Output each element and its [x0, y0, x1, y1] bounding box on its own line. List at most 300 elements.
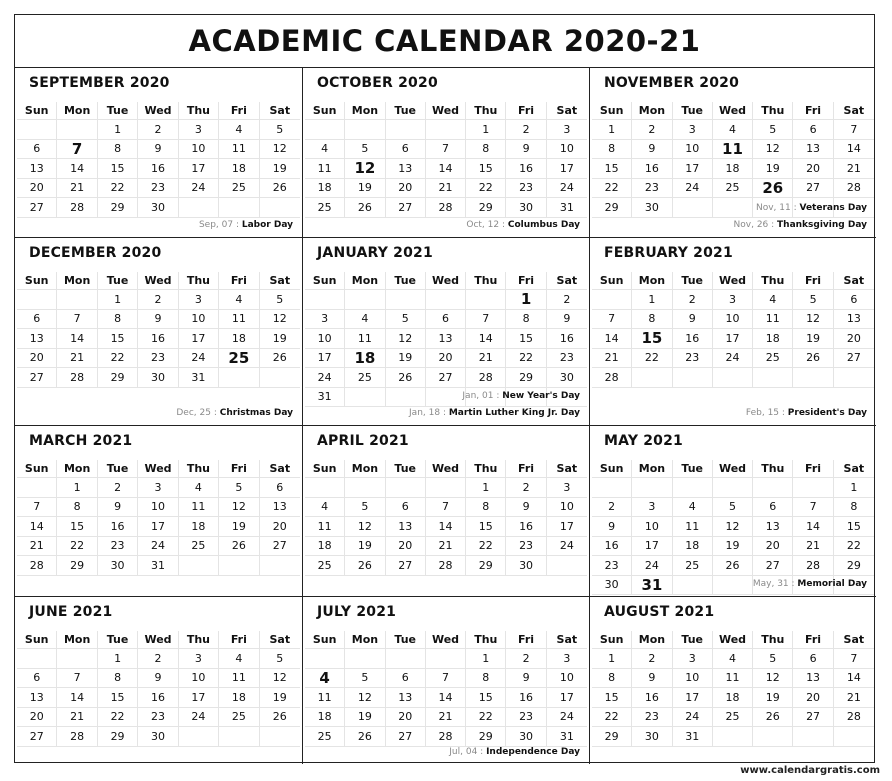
day-cell: 7	[793, 498, 833, 518]
day-cell: 29	[98, 727, 138, 747]
holiday-date-cell: 31	[632, 576, 672, 596]
month-block	[15, 68, 303, 238]
day-cell: 15	[466, 517, 506, 537]
holiday-date-cell: 11	[713, 140, 753, 160]
day-cell: 11	[305, 688, 345, 708]
holiday-name: Memorial Day	[797, 579, 867, 589]
day-cell: 22	[98, 708, 138, 728]
weekday-label: Wed	[138, 631, 178, 649]
weekday-label: Fri	[506, 102, 546, 120]
day-cell: 23	[138, 349, 178, 369]
week-row	[305, 498, 587, 518]
day-cell: 14	[466, 329, 506, 349]
day-cell: 23	[98, 537, 138, 557]
day-cell: 21	[57, 349, 97, 369]
day-cell: 1	[592, 120, 632, 140]
day-cell: 5	[753, 120, 793, 140]
day-cell: 22	[592, 179, 632, 199]
week-row	[305, 368, 587, 388]
day-cell: 22	[98, 349, 138, 369]
day-cell: 30	[138, 368, 178, 388]
week-row	[592, 478, 874, 498]
day-cell: 3	[305, 310, 345, 330]
day-cell: 31	[179, 368, 219, 388]
day-grid	[305, 272, 587, 407]
day-cell: 1	[632, 290, 672, 310]
weekday-header-row	[17, 631, 300, 649]
day-cell	[713, 727, 753, 747]
day-cell: 16	[138, 159, 178, 179]
week-row	[305, 349, 587, 369]
holiday-note	[409, 405, 580, 422]
day-cell: 10	[632, 517, 672, 537]
day-cell: 27	[17, 727, 57, 747]
day-cell: 3	[547, 649, 587, 669]
holiday-date: Jan, 01 :	[462, 391, 503, 401]
day-cell: 19	[260, 329, 300, 349]
day-cell: 10	[713, 310, 753, 330]
day-cell: 28	[834, 708, 874, 728]
weekday-label: Sat	[260, 460, 300, 478]
weekday-label: Thu	[753, 631, 793, 649]
day-cell: 26	[793, 349, 833, 369]
day-cell: 23	[592, 556, 632, 576]
day-cell: 15	[592, 688, 632, 708]
day-cell: 13	[793, 140, 833, 160]
weekday-label: Wed	[138, 272, 178, 290]
day-cell	[260, 368, 300, 388]
day-cell	[386, 120, 426, 140]
weekday-label: Wed	[713, 102, 753, 120]
weekday-label: Wed	[713, 272, 753, 290]
day-cell	[305, 290, 345, 310]
day-cell	[426, 478, 466, 498]
day-cell: 11	[219, 310, 259, 330]
week-row	[17, 498, 300, 518]
day-cell: 6	[17, 669, 57, 689]
week-row	[17, 727, 300, 747]
week-row	[592, 556, 874, 576]
day-cell: 17	[547, 159, 587, 179]
weekday-label: Sat	[547, 102, 587, 120]
day-cell: 25	[713, 179, 753, 199]
holiday-notes	[176, 405, 293, 422]
week-row	[17, 368, 300, 388]
day-cell: 10	[547, 498, 587, 518]
holiday-note	[734, 200, 867, 217]
day-cell: 23	[138, 179, 178, 199]
weekday-header-row	[17, 460, 300, 478]
day-cell: 27	[386, 198, 426, 218]
day-cell: 4	[179, 478, 219, 498]
day-cell: 20	[426, 349, 466, 369]
day-cell: 31	[305, 388, 345, 408]
day-cell: 9	[632, 669, 672, 689]
day-cell: 13	[17, 688, 57, 708]
day-cell: 23	[138, 708, 178, 728]
day-cell: 18	[305, 537, 345, 557]
weekday-label: Sat	[260, 631, 300, 649]
day-cell	[345, 388, 385, 408]
day-cell: 16	[138, 329, 178, 349]
weekday-label: Mon	[632, 102, 672, 120]
month-block	[303, 238, 590, 426]
day-cell: 20	[793, 159, 833, 179]
day-cell: 10	[547, 669, 587, 689]
day-cell: 15	[98, 688, 138, 708]
weekday-label: Tue	[98, 102, 138, 120]
holiday-date-cell: 25	[219, 349, 259, 369]
holiday-note	[199, 217, 293, 234]
day-cell: 10	[138, 498, 178, 518]
weekday-label: Thu	[179, 272, 219, 290]
day-cell: 12	[386, 329, 426, 349]
day-cell: 13	[386, 688, 426, 708]
day-cell	[17, 290, 57, 310]
weekday-label: Mon	[57, 102, 97, 120]
month-block	[303, 68, 590, 238]
day-cell: 19	[386, 349, 426, 369]
month-name: JULY 2021	[317, 604, 397, 620]
holiday-name: Thanksgiving Day	[777, 220, 867, 230]
weekday-label: Tue	[386, 460, 426, 478]
day-cell: 2	[138, 290, 178, 310]
day-cell: 1	[98, 120, 138, 140]
day-cell: 6	[260, 478, 300, 498]
day-cell: 16	[673, 329, 713, 349]
day-cell: 22	[592, 708, 632, 728]
holiday-notes	[409, 388, 580, 422]
day-cell: 27	[793, 179, 833, 199]
day-cell: 11	[305, 159, 345, 179]
weekday-label: Sun	[17, 460, 57, 478]
day-cell: 21	[466, 349, 506, 369]
day-cell: 9	[138, 140, 178, 160]
day-cell: 28	[57, 727, 97, 747]
day-cell	[547, 556, 587, 576]
day-cell: 19	[345, 708, 385, 728]
day-cell: 25	[219, 179, 259, 199]
day-cell: 4	[219, 120, 259, 140]
week-row	[17, 329, 300, 349]
day-cell: 14	[17, 517, 57, 537]
day-cell: 8	[98, 669, 138, 689]
weekday-label: Thu	[753, 272, 793, 290]
holiday-date-cell: 18	[345, 349, 385, 369]
week-row	[17, 140, 300, 160]
weekday-label: Sun	[305, 272, 345, 290]
day-cell: 20	[386, 179, 426, 199]
week-row	[592, 537, 874, 557]
month-name: NOVEMBER 2020	[604, 75, 740, 91]
weekday-label: Mon	[632, 460, 672, 478]
day-cell: 11	[673, 517, 713, 537]
day-cell: 18	[305, 179, 345, 199]
day-cell	[345, 649, 385, 669]
day-cell: 24	[179, 708, 219, 728]
day-cell: 18	[673, 537, 713, 557]
week-row	[305, 198, 587, 218]
month-name: AUGUST 2021	[604, 604, 715, 620]
footer-url[interactable]: www.calendargratis.com	[740, 765, 880, 776]
day-cell: 4	[713, 120, 753, 140]
day-cell	[466, 290, 506, 310]
week-row	[305, 140, 587, 160]
month-name: APRIL 2021	[317, 433, 409, 449]
weekday-header-row	[305, 460, 587, 478]
day-cell: 25	[305, 556, 345, 576]
day-cell: 28	[57, 198, 97, 218]
day-cell: 8	[98, 310, 138, 330]
weekday-label: Mon	[632, 631, 672, 649]
day-cell: 29	[592, 727, 632, 747]
holiday-date: Jan, 18 :	[409, 408, 449, 418]
month-name: MAY 2021	[604, 433, 684, 449]
day-cell: 13	[426, 329, 466, 349]
weekday-label: Fri	[793, 102, 833, 120]
day-cell: 10	[673, 669, 713, 689]
weekday-label: Thu	[466, 460, 506, 478]
day-grid	[17, 272, 300, 388]
day-cell: 18	[219, 159, 259, 179]
day-cell	[834, 727, 874, 747]
day-cell: 6	[386, 498, 426, 518]
holiday-name: Christmas Day	[219, 408, 293, 418]
day-cell: 21	[834, 688, 874, 708]
weekday-label: Mon	[345, 631, 385, 649]
day-cell: 6	[834, 290, 874, 310]
page-title: ACADEMIC CALENDAR 2020-21	[188, 24, 701, 58]
day-cell: 6	[386, 669, 426, 689]
day-cell: 14	[793, 517, 833, 537]
week-row	[592, 517, 874, 537]
day-cell: 8	[592, 140, 632, 160]
day-cell	[592, 290, 632, 310]
day-cell: 22	[466, 537, 506, 557]
day-cell: 19	[260, 159, 300, 179]
day-cell: 22	[632, 349, 672, 369]
weekday-label: Fri	[506, 631, 546, 649]
day-cell	[386, 478, 426, 498]
day-cell: 3	[138, 478, 178, 498]
weekday-label: Tue	[98, 460, 138, 478]
day-cell: 19	[713, 537, 753, 557]
day-cell: 10	[179, 310, 219, 330]
day-cell: 8	[466, 669, 506, 689]
week-row	[592, 349, 874, 369]
day-cell: 8	[834, 498, 874, 518]
day-cell: 16	[506, 688, 546, 708]
day-cell: 23	[632, 708, 672, 728]
day-cell	[713, 368, 753, 388]
day-cell: 3	[179, 120, 219, 140]
day-cell	[57, 290, 97, 310]
day-cell: 12	[793, 310, 833, 330]
holiday-note	[746, 405, 867, 422]
day-cell: 21	[426, 179, 466, 199]
week-row	[305, 120, 587, 140]
day-cell: 13	[753, 517, 793, 537]
day-cell: 5	[219, 478, 259, 498]
day-cell: 20	[260, 517, 300, 537]
day-cell: 18	[305, 708, 345, 728]
weekday-label: Tue	[98, 631, 138, 649]
day-cell: 30	[632, 727, 672, 747]
weekday-label: Thu	[179, 631, 219, 649]
day-cell: 9	[506, 140, 546, 160]
week-row	[592, 649, 874, 669]
holiday-name: Martin Luther King Jr. Day	[448, 408, 580, 418]
weekday-label: Mon	[632, 272, 672, 290]
day-cell: 22	[98, 179, 138, 199]
week-row	[17, 310, 300, 330]
day-cell: 17	[632, 537, 672, 557]
day-cell	[673, 198, 713, 218]
day-cell: 5	[713, 498, 753, 518]
day-cell: 24	[713, 349, 753, 369]
weekday-label: Sun	[305, 631, 345, 649]
day-cell: 9	[138, 669, 178, 689]
weekday-label: Fri	[793, 272, 833, 290]
day-cell: 19	[260, 688, 300, 708]
day-cell: 22	[57, 537, 97, 557]
day-cell: 21	[17, 537, 57, 557]
day-cell: 14	[592, 329, 632, 349]
day-cell: 14	[426, 159, 466, 179]
day-cell: 20	[17, 708, 57, 728]
week-row	[17, 537, 300, 557]
week-row	[305, 688, 587, 708]
day-cell: 27	[753, 556, 793, 576]
weekday-label: Sun	[592, 460, 632, 478]
day-cell: 17	[673, 688, 713, 708]
holiday-date-cell: 4	[305, 669, 345, 689]
month-block	[303, 426, 590, 597]
day-cell: 26	[753, 708, 793, 728]
day-cell: 29	[466, 556, 506, 576]
weekday-label: Sun	[592, 102, 632, 120]
day-cell: 29	[592, 198, 632, 218]
holiday-note	[466, 217, 580, 234]
day-grid	[592, 460, 874, 595]
day-cell: 22	[466, 179, 506, 199]
day-cell: 31	[138, 556, 178, 576]
calendar-frame	[14, 14, 875, 763]
day-cell: 5	[345, 498, 385, 518]
day-cell: 27	[386, 556, 426, 576]
week-row	[592, 669, 874, 689]
day-cell: 14	[57, 329, 97, 349]
holiday-date: Oct, 12 :	[466, 220, 508, 230]
day-cell: 22	[834, 537, 874, 557]
day-cell: 17	[138, 517, 178, 537]
day-cell: 20	[386, 537, 426, 557]
day-cell: 31	[547, 727, 587, 747]
weekday-label: Wed	[713, 460, 753, 478]
day-cell: 20	[793, 688, 833, 708]
day-cell: 16	[98, 517, 138, 537]
day-cell: 26	[260, 349, 300, 369]
holiday-notes	[753, 576, 867, 593]
day-cell: 29	[506, 368, 546, 388]
day-cell: 21	[426, 537, 466, 557]
day-cell: 16	[632, 688, 672, 708]
day-cell: 18	[713, 159, 753, 179]
month-block	[15, 426, 303, 597]
day-cell: 5	[260, 649, 300, 669]
day-cell: 16	[592, 537, 632, 557]
day-cell: 3	[547, 478, 587, 498]
holiday-date-cell: 26	[753, 179, 793, 199]
weekday-label: Fri	[506, 272, 546, 290]
weekday-header-row	[305, 631, 587, 649]
holiday-name: Veterans Day	[799, 203, 867, 213]
day-cell: 17	[673, 159, 713, 179]
day-cell: 4	[713, 649, 753, 669]
day-cell: 4	[673, 498, 713, 518]
day-cell: 15	[506, 329, 546, 349]
day-cell: 24	[547, 708, 587, 728]
day-cell	[179, 198, 219, 218]
weekday-label: Thu	[466, 102, 506, 120]
month-block	[590, 426, 876, 597]
week-row	[592, 688, 874, 708]
day-cell: 2	[673, 290, 713, 310]
day-cell: 12	[260, 140, 300, 160]
weekday-header-row	[17, 272, 300, 290]
week-row	[592, 159, 874, 179]
holiday-name: Columbus Day	[507, 220, 580, 230]
holiday-name: Independence Day	[486, 747, 580, 757]
weekday-label: Fri	[793, 460, 833, 478]
weekday-label: Sun	[17, 631, 57, 649]
week-row	[592, 368, 874, 388]
weekday-label: Mon	[57, 272, 97, 290]
day-cell: 24	[547, 179, 587, 199]
week-row	[592, 498, 874, 518]
day-cell: 13	[386, 159, 426, 179]
day-cell: 9	[98, 498, 138, 518]
day-cell: 11	[713, 669, 753, 689]
day-cell: 28	[466, 368, 506, 388]
day-cell: 20	[834, 329, 874, 349]
day-cell: 11	[753, 310, 793, 330]
week-row	[17, 517, 300, 537]
day-cell: 28	[834, 179, 874, 199]
day-cell: 30	[98, 556, 138, 576]
holiday-name: New Year's Day	[502, 391, 580, 401]
holiday-date-cell: 7	[57, 140, 97, 160]
day-cell	[753, 727, 793, 747]
day-cell: 26	[260, 179, 300, 199]
holiday-date: Sep, 07 :	[198, 220, 242, 230]
day-cell: 24	[547, 537, 587, 557]
month-name: OCTOBER 2020	[317, 75, 438, 91]
weekday-label: Sat	[834, 102, 874, 120]
day-cell: 2	[632, 649, 672, 669]
day-cell: 12	[753, 669, 793, 689]
day-cell: 17	[547, 688, 587, 708]
day-cell: 11	[345, 329, 385, 349]
day-cell: 19	[753, 159, 793, 179]
weekday-header-row	[592, 272, 874, 290]
day-cell: 4	[219, 290, 259, 310]
day-cell	[713, 576, 753, 596]
day-cell	[219, 368, 259, 388]
day-cell: 24	[632, 556, 672, 576]
day-cell: 9	[547, 310, 587, 330]
day-cell: 7	[592, 310, 632, 330]
